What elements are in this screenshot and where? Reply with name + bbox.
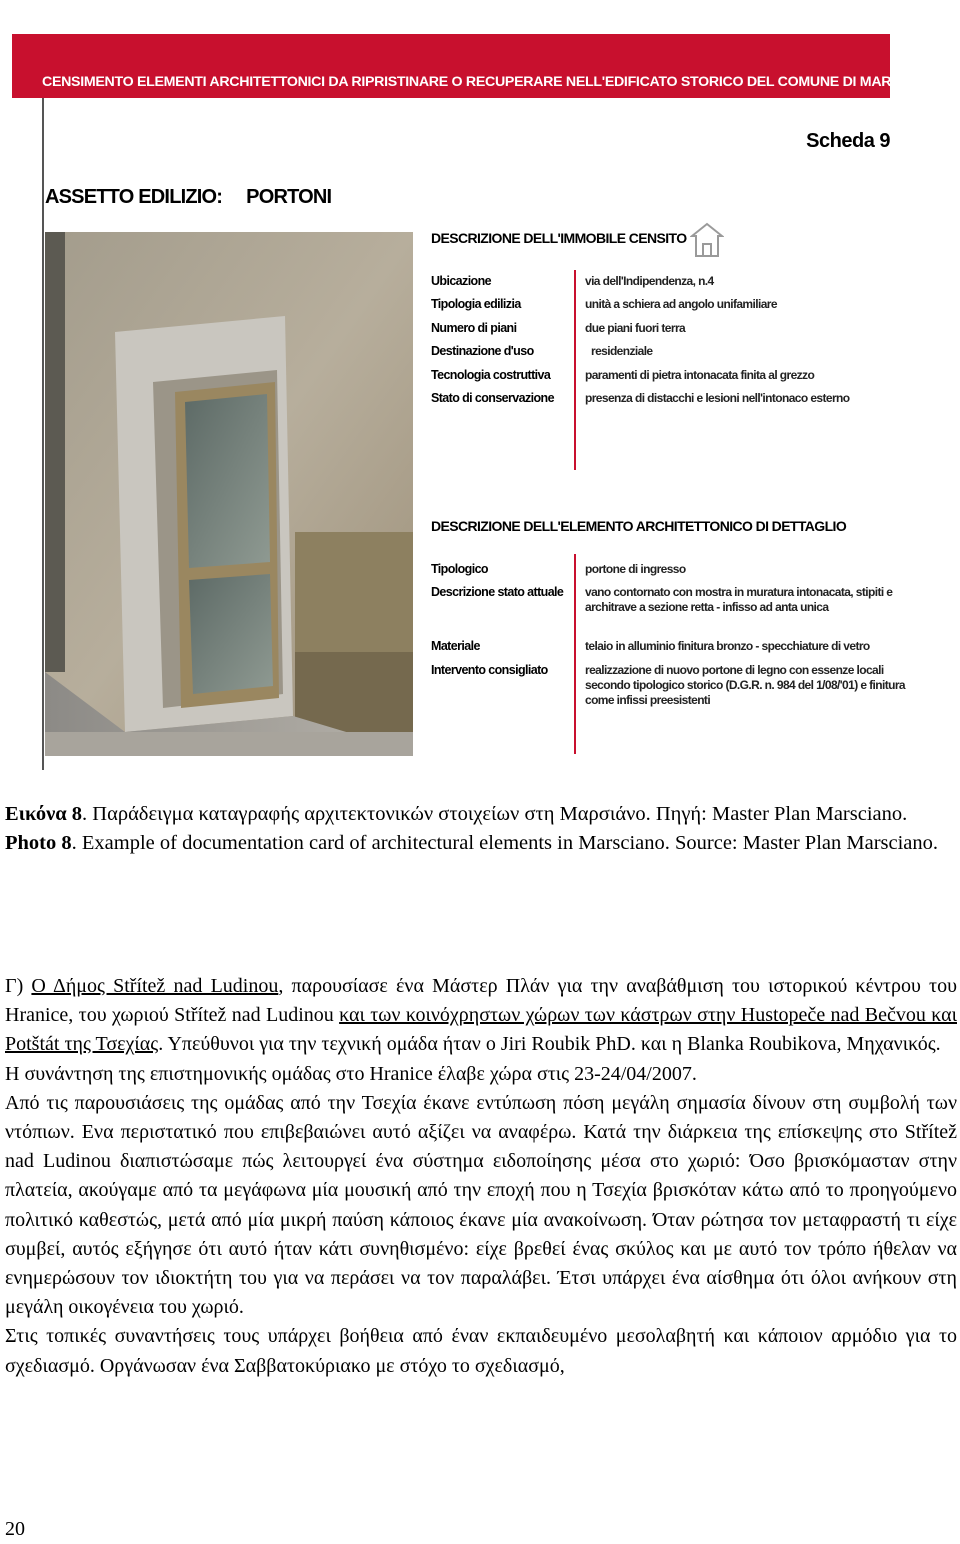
section-immobile-title: DESCRIZIONE DELL'IMMOBILE CENSITO <box>431 230 687 246</box>
caption-greek: Εικόνα 8. Παράδειγμα καταγραφής αρχιτεκτονικών στοιχείων στη Μαρσιάνο. Πηγή: Master Plan Marsciano. <box>5 803 908 825</box>
card-banner <box>12 34 945 98</box>
section-elemento-title: DESCRIZIONE DELL'ELEMENTO ARCHITETTONICO DI DETTAGLIO <box>431 518 847 534</box>
page-number: 20 <box>5 1518 25 1540</box>
row-tecnologia: Tecnologia costruttiva paramenti di pietra intonacata finita al grezzo <box>431 367 815 382</box>
row-tipologia-edilizia: Tipologia edilizia unità a schiera ad angolo unifamiliare <box>431 297 777 312</box>
row-stato-conservazione: Stato di conservazione presenza di distacchi e lesioni nell'intonaco esterno <box>431 390 850 405</box>
section-immobile-rows <box>431 274 891 414</box>
card-left-rule <box>42 98 44 770</box>
caption-english: Photo 8. Example of documentation card of architectural elements in Marsciano. Source: Master Plan Marsciano. <box>5 832 939 854</box>
row-intervento: Intervento consigliato realizzazione di nuovo portone di legno con essenze locali secondo tipologico storico (D.G.R. n. 984 del 1/08/'01) e finitura come infissi preesistenti <box>431 662 905 707</box>
link-koinoxristoi: και των κοινόχρηστων χώρων των κάστρων στην Hustopeče nad Bečvou και Potštát της Τσεχίας <box>5 1004 957 1056</box>
row-materiale: Materiale telaio in alluminio finitura bronzo - specchiature di vetro <box>431 639 870 654</box>
scheda-number: Scheda 9 <box>806 130 890 152</box>
link-dimos: Ο Δήμος Střítež nad Ludinou <box>31 975 279 997</box>
row-tipologico: Tipologico portone di ingresso <box>431 562 686 576</box>
paragraph-2: Η συνάντηση της επιστημονικής ομάδας στο Hranice έλαβε χώρα στις 23-24/04/2007. <box>5 1062 697 1085</box>
paragraph-4: Στις τοπικές συναντήσεις τους υπάρχει βοήθεια από έναν εκπαιδευμένο μεσολαβητή και κάποιον αρμόδιο για το σχεδιασμό. Οργάνωσαν ένα Σαββατοκύριακο με στόχο το σχεδιασμό, <box>5 1325 957 1377</box>
paragraph-3: Από τις παρουσιάσεις της ομάδας από την Τσεχία έκανε εντύπωση πόση μεγάλη σημασία δίνουν στη συμβολή των ντόπιων. Ενα περιστατικό που επιβεβαιώνει αυτό αξίζει να αναφέρω. Κατά την διάρκεια της επίσκεψης στο Střítež nad Ludinou διαπιστώσαμε πώς λειτουργεί ένα σύστημα ειδοποίησης μέσα στο χωριό: Όσο βρισκόμασταν στην πλατεία, ακούγαμε από τα μεγάφωνα μία μουσική από την εποχή που η Τσεχία βρισκόταν κάτω από το προηγούμενο πολιτικό καθεστώς, μετά από μία μικρή παύση κάποιος έκανε μία ανακοίνωση. Όταν ρώτησα τον μεταφραστή τι είχε συμβεί, αυτός εξήγησε ότι αυτό ήταν κάτι συνηθισμένο: είχε βρεθεί ένας σκύλος και με αυτό τον τρόπο ήθελαν να ενημερώσουν τον ιδιοκτήτη του για να περάσει να τον παραλάβει. Έτσι υπάρχει ένα αίσθημα ότι όλοι ανήκουν στη μεγάλη οικογένεια του χωριό. <box>5 1091 957 1319</box>
banner-title: CENSIMENTO ELEMENTI ARCHITETTONICI DA RIPRISTINARE O RECUPERARE NELL'EDIFICATO STORICO DEL COMUNE DI MARSCIANO <box>42 74 945 90</box>
figure-caption <box>5 800 955 858</box>
row-numero-piani: Numero di piani due piani fuori terra <box>431 320 686 335</box>
section-elemento-rows <box>431 562 905 713</box>
house-icon <box>690 222 724 258</box>
documentation-card <box>12 34 945 776</box>
doorway-photo <box>45 232 413 756</box>
row-destinazione: Destinazione d'uso residenziale <box>431 344 653 359</box>
paragraph-1: Γ) Ο Δήμος Střítež nad Ludinou, παρουσίασε ένα Μάστερ Πλάν για την αναβάθμιση του ιστορικού κέντρου του Hranice, του χωριού Střítež nad Ludinou και των κοινόχρηστων χώρων των κάστρων στην Hustopeče nad Bečvou και Potštát της Τσεχίας. Υπεύθυνοι για την τεχνική ομάδα ήταν ο Jiri Roubik PhD. και η Blanka Roubikova, Μηχανικός. <box>5 975 957 1056</box>
row-ubicazione: Ubicazione via dell'Indipendenza, n.4 <box>431 274 714 288</box>
body-text <box>5 972 957 1381</box>
assetto-value: PORTONI <box>246 186 332 208</box>
row-descrizione-stato: Descrizione stato attuale vano contornato con mostra in muratura intonacata, stipiti e architrave a sezione retta - infisso ad anta unica <box>431 585 893 615</box>
assetto-label: ASSETTO EDILIZIO: <box>45 186 223 208</box>
assetto-heading <box>45 186 331 209</box>
